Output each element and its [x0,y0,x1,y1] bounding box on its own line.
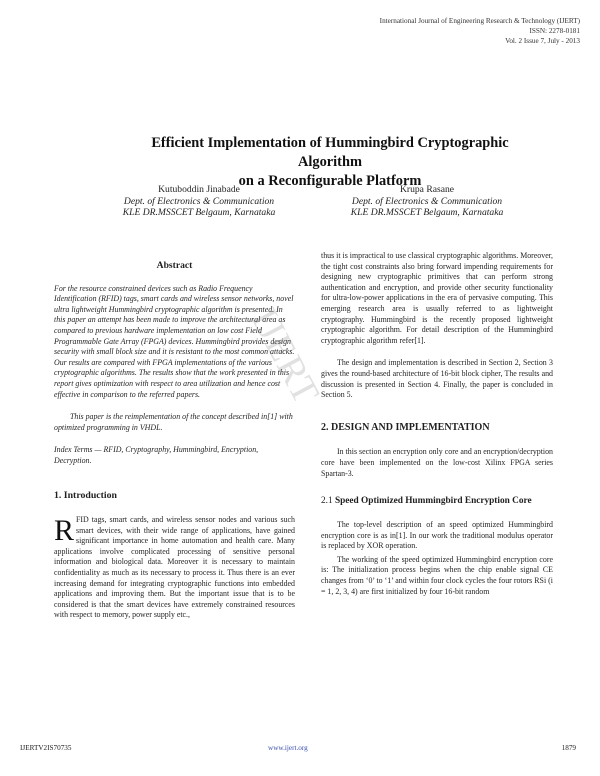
watermark: IJERT [242,301,328,412]
author-dept: Dept. of Electronics & Communication [123,195,275,207]
journal-name: International Journal of Engineering Research & Technology (IJERT) [379,17,580,25]
author-block [322,184,532,219]
intro-outline: The design and implementation is described in Section 2, Section 3 gives the round-based architecture of 16-bit block cipher, The results and discussion is presented in Section 4. Finally, the paper is concluded in Section 5. [321,358,553,400]
subsection-body-2: The working of the speed optimized Hummingbird encryption core is: The initialization process begins when the chip enable signal CE changes from ‘0’ to ‘1’ and within four clock cycles the four rotors RSi (i = 1, 2, 3, 4) are first initialized by four 16-bit random [321,554,553,596]
author-inst: KLE DR.MSSCET Belgaum, Karnataka [350,207,504,218]
author-block [68,184,330,219]
index-terms: Index Terms — RFID, Cryptography, Hummingbird, Encryption, Decryption. [54,445,259,465]
title-line-1: Efficient Implementation of Hummingbird Cryptographic Algorithm [151,135,509,170]
intro-text: FID tags, smart cards, and wireless sensor nodes and various such smart devices, with their wide range of applications, have gained significant importance in home automation and health care. Many applications involve complicated processing of sensitive personal information and biological data. Moreover it is necessary to maintain confidentiality as much as its necessary to process it. Thus there is an ever increasing demand for integrating cryptographic functions into embedded applications and improving them. But the important issue that is to be considered is that the smart devices have extremely constrained resources with respect to memory, power supply etc., [54,515,295,620]
abstract-body: For the resource constrained devices such as Radio Frequency Identification (RFID) tags, smart cards and wireless sensor networks, novel ultra lightweight Hummingbird cryptographic algorithm is presented. In this paper an attempt has been made to improve the architectural area as compared to previous hardware implementation on low cost Field Programmable Gate Array (FPGA) devices. Hummingbird provides design security with small block size and it is resistant to the most common attacks. Our results are compared with FPGA implementations of the various cryptographic algorithms. The results show that the work presented in this report gives optimization with respect to area utilization and hence cost effective in comparison to the referred papers. [54,283,295,399]
intro-continued: thus it is impractical to use classical cryptographic algorithms. Moreover, the tight cost constraints also bring forward impending requirements for designing new cryptographic primitives that can perform strong authentication and encryption, and provide other security functionality for ultra-low-power applications in the era of pervasive computing. This emerging research area is usually referred to as lightweight cryptography. Hummingbird is the recently proposed lightweight cryptographic algorithm. For detail description of the Hummingbird cryptographic algorithm refer[1]. [321,251,553,345]
subsection-body-1: The top-level description of an speed optimized Hummingbird encryption core is as in[1]. In our work the traditional modulus operator is replaced by XOR operation. [321,520,553,551]
paper-id: IJERTV2IS70735 [20,744,72,752]
page-number: 1879 [561,744,576,752]
left-column [54,255,295,621]
paper-title [120,134,540,191]
issn: ISSN: 2278-0181 [529,27,580,35]
author-inst: KLE DR.MSSCET Belgaum, Karnataka [122,207,276,218]
section-2-body: In this section an encryption only core and an encryption/decryption core have been implemented on the low-cost Xilinx FPGA series Spartan-3. [321,447,553,478]
intro-body [54,515,295,621]
abstract-heading: Abstract [156,260,193,271]
section-2-heading: 2. DESIGN AND IMPLEMENTATION [321,421,490,433]
abstract-note: This paper is the reimplementation of the concept described in[1] with optimized programming in VHDL. [54,412,293,432]
volume-issue: Vol. 2 Issue 7, July - 2013 [505,37,580,45]
right-column [321,251,553,597]
author-name: Kutuboddin Jinabade [158,184,240,195]
author-name: Krupa Rasane [399,184,455,195]
subsection-title: Speed Optimized Hummingbird Encryption Core [334,496,532,507]
intro-heading: 1. Introduction [54,489,117,501]
subsection-heading [321,495,553,508]
subsection-number: 2.1 [321,496,333,507]
title-line-2: on a Reconfigurable Platform [238,173,422,189]
author-dept: Dept. of Electronics & Communication [351,195,503,207]
journal-url-link[interactable]: www.ijert.org [268,744,308,752]
dropcap: R [54,514,75,548]
